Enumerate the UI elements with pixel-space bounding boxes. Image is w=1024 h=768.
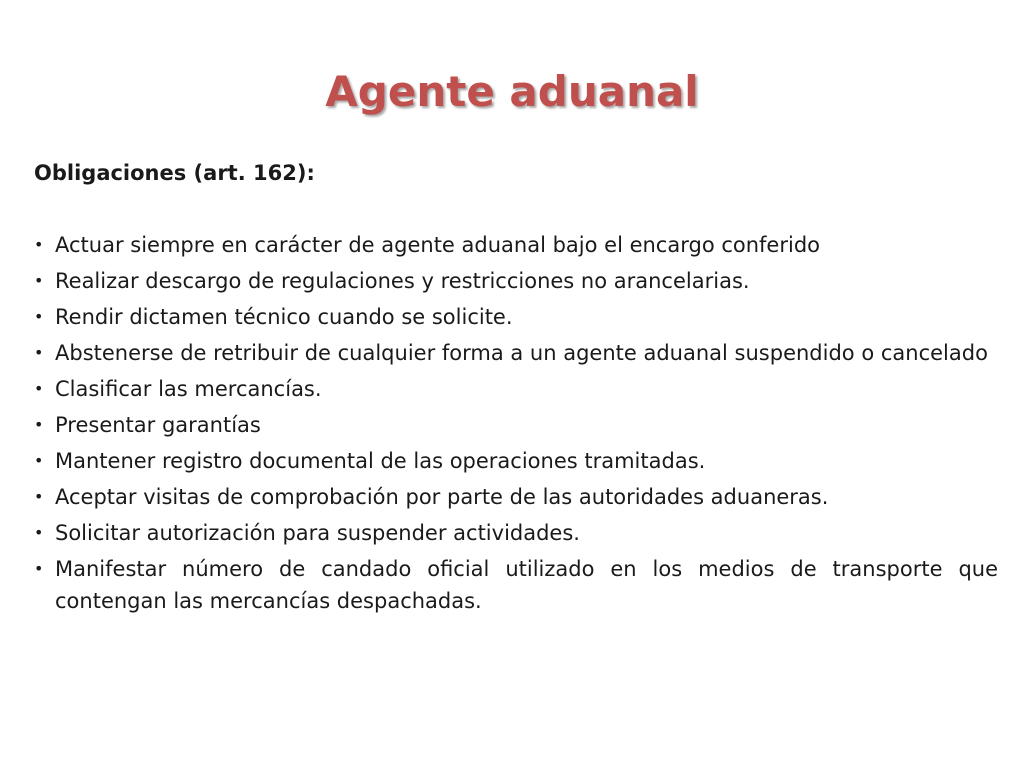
list-item-text: Solicitar autorización para suspender actividades.	[55, 521, 580, 545]
list-item	[34, 229, 998, 261]
bullet-list	[34, 229, 998, 621]
list-item	[34, 553, 998, 617]
list-item	[34, 337, 998, 369]
bullet-icon: •	[34, 523, 44, 542]
list-item-text: Presentar garantías	[55, 413, 261, 437]
bullet-icon: •	[34, 487, 44, 506]
list-item-text: Abstenerse de retribuir de cualquier forma a un agente aduanal suspendido o cancelado	[55, 341, 988, 365]
bullet-icon: •	[34, 307, 44, 326]
bullet-icon: •	[34, 451, 44, 470]
list-item	[34, 301, 998, 333]
list-item-text: Rendir dictamen técnico cuando se solicite.	[55, 305, 513, 329]
list-item	[34, 409, 998, 441]
list-item-text: Realizar descargo de regulaciones y restricciones no arancelarias.	[55, 269, 750, 293]
list-item	[34, 481, 998, 513]
list-item	[34, 517, 998, 549]
list-item-text: Clasificar las mercancías.	[55, 377, 322, 401]
bullet-icon: •	[34, 271, 44, 290]
list-item	[34, 373, 998, 405]
bullet-icon: •	[34, 559, 44, 578]
slide-title: Agente aduanal	[325, 67, 699, 116]
slide-subtitle: Obligaciones (art. 162):	[34, 161, 315, 185]
list-item-text: Actuar siempre en carácter de agente aduanal bajo el encargo conferido	[55, 233, 821, 257]
list-item-text: Aceptar visitas de comprobación por parte de las autoridades aduaneras.	[55, 485, 829, 509]
bullet-icon: •	[34, 379, 44, 398]
list-item-text: Manifestar número de candado oficial utilizado en los medios de transporte que contengan las mercancías despachadas.	[55, 557, 998, 613]
bullet-icon: •	[34, 343, 44, 362]
list-item	[34, 265, 998, 297]
bullet-icon: •	[34, 235, 44, 254]
bullet-icon: •	[34, 415, 44, 434]
list-item	[34, 445, 998, 477]
list-item-text: Mantener registro documental de las operaciones tramitadas.	[55, 449, 706, 473]
